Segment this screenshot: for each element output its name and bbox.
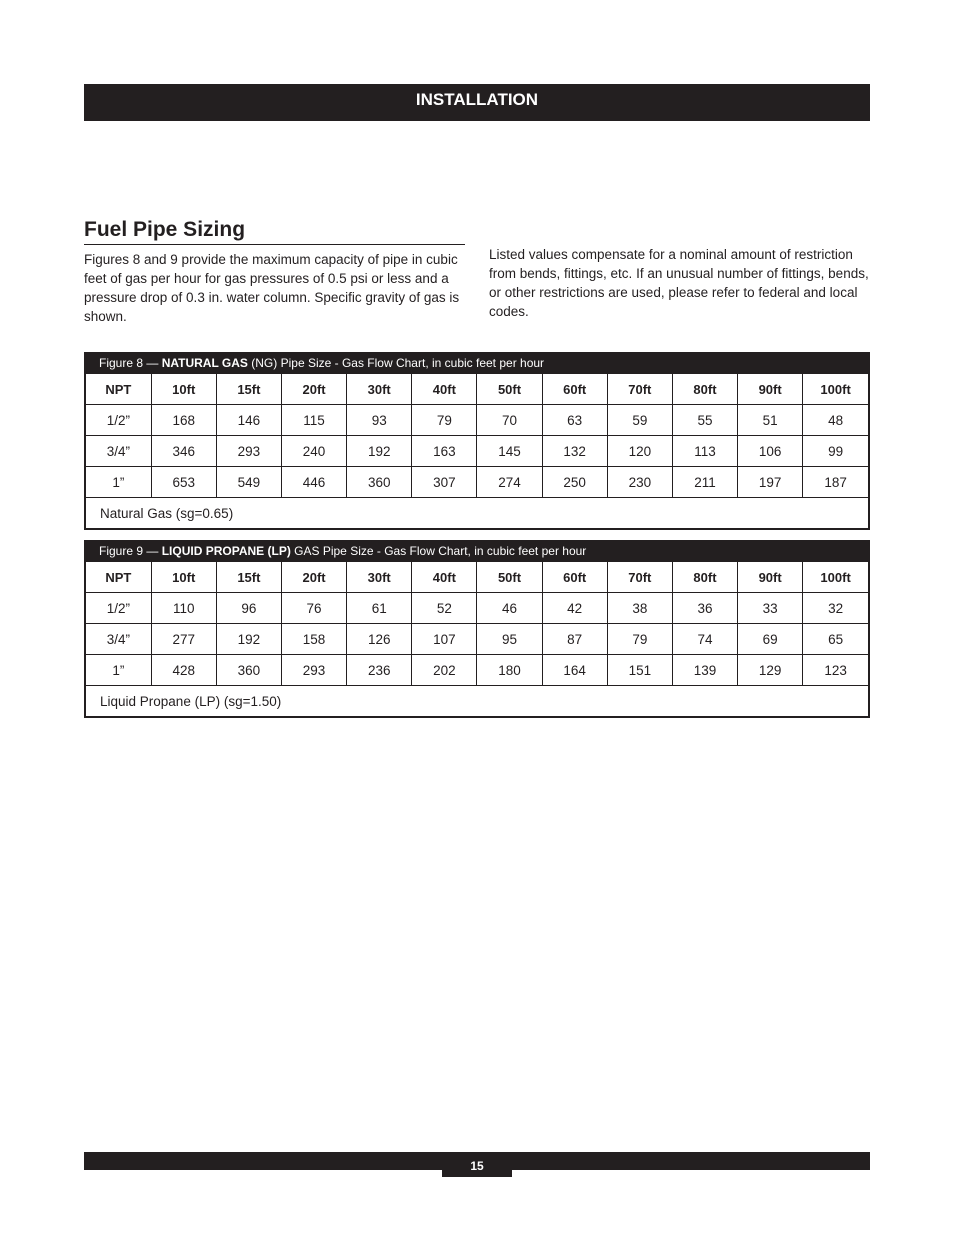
header-cell: 60ft bbox=[542, 562, 607, 593]
table-cell: 277 bbox=[151, 624, 216, 655]
table-cell: 74 bbox=[672, 624, 737, 655]
table-cell: 293 bbox=[281, 655, 346, 686]
caption-prefix: Figure 8 — bbox=[99, 356, 162, 370]
table-cell: 151 bbox=[607, 655, 672, 686]
table-cell: 38 bbox=[607, 593, 672, 624]
table-cell: 79 bbox=[412, 405, 477, 436]
table-cell: 1” bbox=[86, 467, 151, 498]
header-cell: 50ft bbox=[477, 562, 542, 593]
header-cell: 15ft bbox=[216, 562, 281, 593]
figure-9-liquid-propane bbox=[84, 540, 870, 718]
table-cell: 61 bbox=[347, 593, 412, 624]
table-cell: 192 bbox=[216, 624, 281, 655]
table-cell: 59 bbox=[607, 405, 672, 436]
table-cell: 96 bbox=[216, 593, 281, 624]
table-cell: 446 bbox=[281, 467, 346, 498]
table-header-row bbox=[86, 562, 868, 593]
figure-caption bbox=[86, 542, 868, 561]
table-note: Liquid Propane (LP) (sg=1.50) bbox=[86, 686, 868, 717]
table-cell: 202 bbox=[412, 655, 477, 686]
header-cell: 15ft bbox=[216, 374, 281, 405]
table-row bbox=[86, 624, 868, 655]
table-cell: 146 bbox=[216, 405, 281, 436]
table-cell: 274 bbox=[477, 467, 542, 498]
table-cell: 3/4” bbox=[86, 624, 151, 655]
table-cell: 145 bbox=[477, 436, 542, 467]
table-cell: 163 bbox=[412, 436, 477, 467]
table-cell: 653 bbox=[151, 467, 216, 498]
header-cell: 90ft bbox=[738, 374, 803, 405]
header-cell: 30ft bbox=[347, 374, 412, 405]
table-cell: 36 bbox=[672, 593, 737, 624]
section-header bbox=[84, 84, 870, 121]
table-cell: 76 bbox=[281, 593, 346, 624]
section-title: Fuel Pipe Sizing bbox=[84, 218, 465, 245]
table-cell: 168 bbox=[151, 405, 216, 436]
table-row bbox=[86, 436, 868, 467]
caption-bold: LIQUID PROPANE (LP) bbox=[161, 544, 291, 558]
table-cell: 106 bbox=[738, 436, 803, 467]
header-cell: 20ft bbox=[281, 374, 346, 405]
table-cell: 55 bbox=[672, 405, 737, 436]
intro-paragraph-right: Listed values compensate for a nominal amount of restriction from bends, fittings, etc. If an unusual number of fittings, bends, or other restrictions are used, please refer to federal and local codes. bbox=[489, 247, 869, 319]
table-cell: 236 bbox=[347, 655, 412, 686]
table-cell: 48 bbox=[803, 405, 868, 436]
table-cell: 79 bbox=[607, 624, 672, 655]
figure-8-natural-gas bbox=[84, 352, 870, 530]
table-note-row bbox=[86, 686, 868, 717]
table-cell: 120 bbox=[607, 436, 672, 467]
intro-paragraph-left: Figures 8 and 9 provide the maximum capacity of pipe in cubic feet of gas per hour for gas pressures of 0.5 psi or less and a pressure drop of 0.3 in. water column. Specific gravity of gas is shown. bbox=[84, 252, 460, 324]
table-cell: 129 bbox=[738, 655, 803, 686]
table-cell: 211 bbox=[672, 467, 737, 498]
header-cell: 60ft bbox=[542, 374, 607, 405]
header-cell: NPT bbox=[86, 374, 151, 405]
table-cell: 52 bbox=[412, 593, 477, 624]
table-cell: 32 bbox=[803, 593, 868, 624]
table-note: Natural Gas (sg=0.65) bbox=[86, 498, 868, 529]
table-cell: 46 bbox=[477, 593, 542, 624]
table-cell: 1” bbox=[86, 655, 151, 686]
table-cell: 95 bbox=[477, 624, 542, 655]
table-cell: 69 bbox=[738, 624, 803, 655]
header-title: INSTALLATION bbox=[415, 90, 539, 109]
header-cell: 40ft bbox=[412, 374, 477, 405]
header-cell: NPT bbox=[86, 562, 151, 593]
table-cell: 158 bbox=[281, 624, 346, 655]
table-cell: 197 bbox=[738, 467, 803, 498]
page-number: 15 bbox=[442, 1152, 512, 1177]
caption-rest: (NG) Pipe Size - Gas Flow Chart, in cubic feet per hour bbox=[247, 356, 545, 370]
table-cell: 240 bbox=[281, 436, 346, 467]
table-cell: 428 bbox=[151, 655, 216, 686]
table-note-row bbox=[86, 498, 868, 529]
table-cell: 293 bbox=[216, 436, 281, 467]
table-row bbox=[86, 405, 868, 436]
header-cell: 30ft bbox=[347, 562, 412, 593]
header-cell: 70ft bbox=[607, 374, 672, 405]
header-cell: 20ft bbox=[281, 562, 346, 593]
gas-flow-table bbox=[86, 561, 868, 716]
table-cell: 107 bbox=[412, 624, 477, 655]
table-cell: 51 bbox=[738, 405, 803, 436]
table-cell: 93 bbox=[347, 405, 412, 436]
table-row bbox=[86, 593, 868, 624]
table-cell: 192 bbox=[347, 436, 412, 467]
header-cell: 10ft bbox=[151, 562, 216, 593]
header-cell: 100ft bbox=[803, 562, 868, 593]
table-row bbox=[86, 467, 868, 498]
table-cell: 360 bbox=[347, 467, 412, 498]
table-cell: 180 bbox=[477, 655, 542, 686]
header-cell: 100ft bbox=[803, 374, 868, 405]
header-cell: 80ft bbox=[672, 374, 737, 405]
header-cell: 80ft bbox=[672, 562, 737, 593]
figure-caption bbox=[86, 354, 868, 373]
table-cell: 307 bbox=[412, 467, 477, 498]
gas-flow-table bbox=[86, 373, 868, 528]
table-cell: 65 bbox=[803, 624, 868, 655]
table-cell: 3/4” bbox=[86, 436, 151, 467]
table-cell: 99 bbox=[803, 436, 868, 467]
header-cell: 10ft bbox=[151, 374, 216, 405]
table-cell: 250 bbox=[542, 467, 607, 498]
header-cell: 90ft bbox=[738, 562, 803, 593]
table-cell: 360 bbox=[216, 655, 281, 686]
header-cell: 50ft bbox=[477, 374, 542, 405]
table-cell: 132 bbox=[542, 436, 607, 467]
table-cell: 42 bbox=[542, 593, 607, 624]
table-cell: 187 bbox=[803, 467, 868, 498]
caption-rest: GAS Pipe Size - Gas Flow Chart, in cubic feet per hour bbox=[290, 544, 587, 558]
header-cell: 70ft bbox=[607, 562, 672, 593]
table-cell: 70 bbox=[477, 405, 542, 436]
table-cell: 110 bbox=[151, 593, 216, 624]
header-cell: 40ft bbox=[412, 562, 477, 593]
table-cell: 126 bbox=[347, 624, 412, 655]
table-cell: 346 bbox=[151, 436, 216, 467]
caption-prefix: Figure 9 — bbox=[99, 544, 162, 558]
table-cell: 549 bbox=[216, 467, 281, 498]
table-cell: 164 bbox=[542, 655, 607, 686]
table-cell: 113 bbox=[672, 436, 737, 467]
table-header-row bbox=[86, 374, 868, 405]
table-cell: 63 bbox=[542, 405, 607, 436]
table-cell: 230 bbox=[607, 467, 672, 498]
table-cell: 139 bbox=[672, 655, 737, 686]
table-cell: 115 bbox=[281, 405, 346, 436]
table-row bbox=[86, 655, 868, 686]
table-cell: 87 bbox=[542, 624, 607, 655]
table-cell: 33 bbox=[738, 593, 803, 624]
caption-bold: NATURAL GAS bbox=[161, 356, 248, 370]
table-cell: 123 bbox=[803, 655, 868, 686]
table-cell: 1/2” bbox=[86, 405, 151, 436]
table-cell: 1/2” bbox=[86, 593, 151, 624]
